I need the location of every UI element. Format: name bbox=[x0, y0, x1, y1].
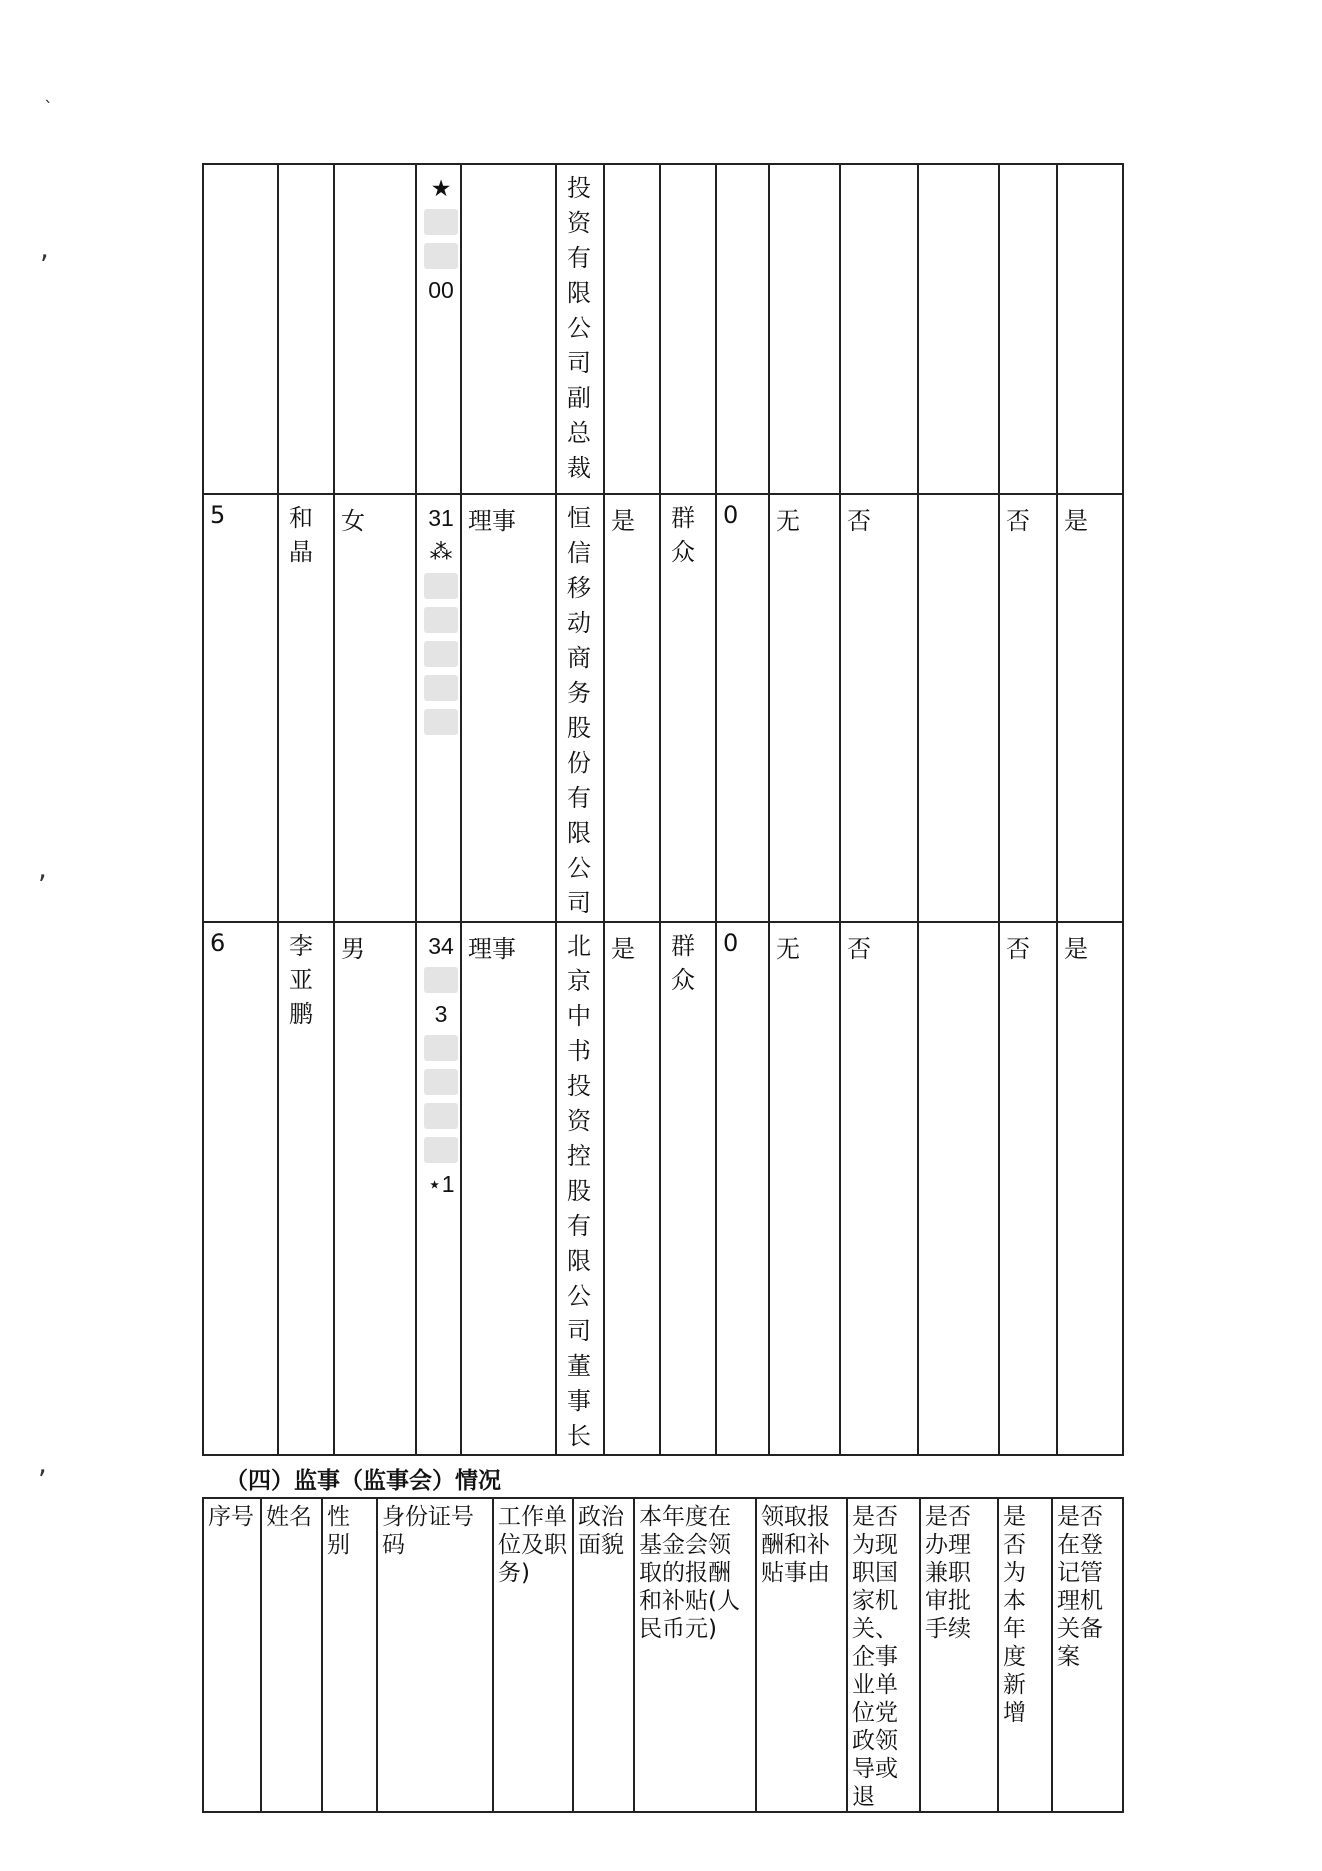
section-title: （四）监事（监事会）情况 bbox=[225, 1467, 501, 1494]
redacted-block bbox=[424, 641, 458, 667]
redacted-block bbox=[424, 709, 458, 735]
redacted-block bbox=[424, 1035, 458, 1061]
scan-mark: ` bbox=[44, 98, 53, 119]
redacted-block bbox=[424, 675, 458, 701]
redacted-block bbox=[424, 1103, 458, 1129]
redacted-block bbox=[424, 573, 458, 599]
id-number-cell: ★ 00 bbox=[416, 164, 461, 494]
header-cell: 本年度在基金会领取的报酬和补贴(人民币元) bbox=[634, 1498, 756, 1812]
header-cell: 政治面貌 bbox=[573, 1498, 634, 1812]
redacted-block bbox=[424, 1137, 458, 1163]
header-cell: 身份证号码 bbox=[377, 1498, 493, 1812]
header-cell: 是否为本年度新增 bbox=[998, 1498, 1052, 1812]
table-row: 5 和晶 女 31 ⁂ 理事 恒信移动商务股份有限公司 是 群众 0 无 否 否 是 bbox=[203, 494, 1123, 922]
header-cell: 是否在登记管理机关备案 bbox=[1052, 1498, 1123, 1812]
supervisors-table bbox=[202, 1497, 1124, 1813]
redacted-block bbox=[424, 1069, 458, 1095]
table-row: 6 李亚鹏 男 34 3 ⋆1 理事 北京中书投资控股有限公司董事长 是 群众 0 无 否 否 是 bbox=[203, 922, 1123, 1455]
header-cell: 序号 bbox=[203, 1498, 261, 1812]
scan-mark: , bbox=[38, 852, 47, 885]
header-cell: 姓名 bbox=[261, 1498, 322, 1812]
redacted-block bbox=[424, 243, 458, 269]
header-cell: 工作单位及职务) bbox=[493, 1498, 573, 1812]
employer-cell: 投资有限公司副总裁 bbox=[556, 164, 604, 494]
table-header-row bbox=[203, 1498, 1123, 1812]
redacted-block bbox=[424, 967, 458, 993]
header-cell: 是否办理兼职审批手续 bbox=[920, 1498, 998, 1812]
header-cell: 是否为现职国家机关、企事业单位党政领导或退 bbox=[847, 1498, 920, 1812]
header-cell: 领取报酬和补贴事由 bbox=[756, 1498, 847, 1812]
scan-mark: , bbox=[40, 232, 49, 265]
redacted-block bbox=[424, 209, 458, 235]
directors-table bbox=[202, 163, 1124, 1456]
id-number-cell: 31 ⁂ bbox=[416, 494, 461, 922]
scan-mark: , bbox=[38, 1447, 47, 1480]
header-cell: 性别 bbox=[322, 1498, 377, 1812]
table-row bbox=[203, 164, 1123, 494]
id-number-cell: 34 3 ⋆1 bbox=[416, 922, 461, 1455]
redacted-block bbox=[424, 607, 458, 633]
